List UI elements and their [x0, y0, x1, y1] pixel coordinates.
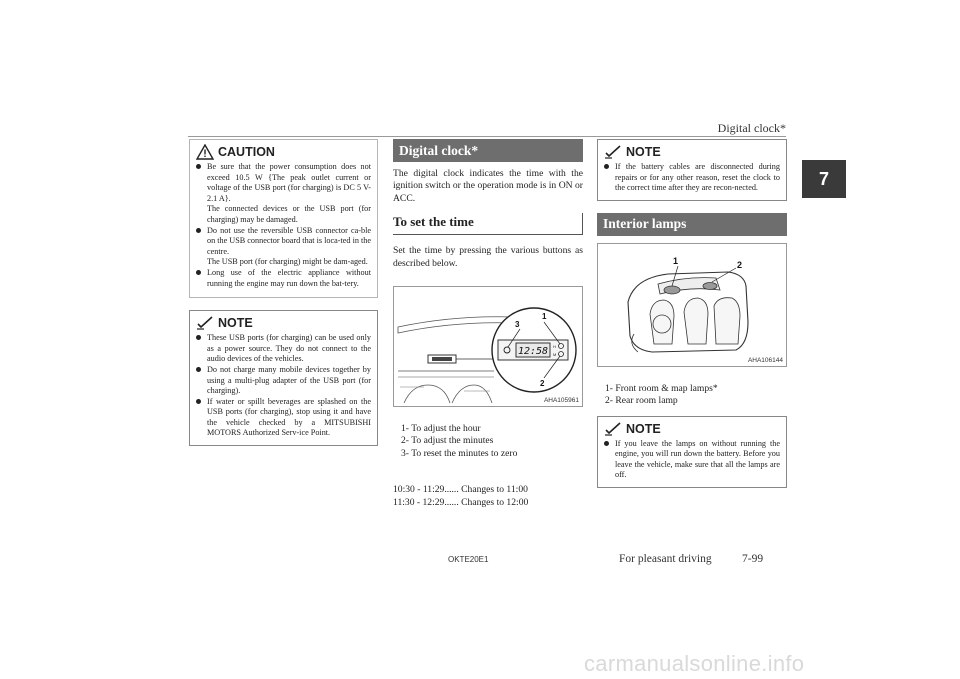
clock-legend: [393, 423, 583, 460]
note-box-usb: [189, 310, 378, 446]
watermark: carmanualsonline.info: [584, 651, 805, 676]
note-box-battery: [597, 139, 787, 201]
warning-triangle-icon: [196, 144, 214, 160]
note-title: NOTE: [604, 144, 780, 160]
note-list: [196, 333, 371, 439]
clock-intro: The digital clock indicates the time with the ignition switch or the operation mode is in ON or ACC.: [393, 168, 583, 204]
subsection-heading-set-time: To set the time: [393, 213, 583, 235]
callout-1: 1: [542, 312, 547, 322]
clock-figure: [393, 286, 583, 407]
note-title: NOTE: [196, 315, 371, 331]
note-list: [604, 439, 780, 481]
column-left: [189, 139, 378, 446]
callout-2: 2: [540, 379, 545, 389]
note-list: [604, 162, 780, 194]
list-item: If you leave the lamps on without running the engine, you will run down the battery. Before you leave the vehicle, make sure that all the lamps are off.: [604, 439, 780, 481]
callout-1: 1: [673, 255, 679, 266]
list-item: 1- Front room & map lamps*: [605, 382, 718, 394]
footer-section-title: For pleasant driving: [619, 553, 712, 565]
svg-text:M: M: [553, 352, 557, 358]
list-item: Do not charge many mobile devices together by using a multi-plug adapter of the USB port (for charging).: [196, 365, 371, 397]
callout-3: 3: [515, 320, 520, 330]
list-item: 1- To adjust the hour: [401, 423, 481, 435]
list-item: 2- Rear room lamp: [605, 395, 678, 407]
clock-illustration: [394, 287, 582, 406]
list-item: These USB ports (for charging) can be used only as a power source. They do not connect to the audio devices of the vehicles.: [196, 333, 371, 365]
list-item: If water or spillt beverages are splashed on the USB ports (for charging), stop using it and have the vehicle checked by a MITSUBISHI MOTORS Authorized Serv-ice Point.: [196, 397, 371, 439]
lamps-illustration: [598, 244, 786, 366]
caution-box: [189, 139, 378, 298]
list-item: Long use of the electric appliance without running the engine may run down the bat-tery.: [196, 268, 371, 289]
document-code: OKTE20E1: [448, 555, 489, 564]
list-item: Be sure that the power consumption does not exceed 10.5 W {The peak outlet current or voltage of the USB port (for charging) is DC 5 V-2.1 A}. The connected devices or the USB port (for charging) may be damaged.: [196, 162, 371, 226]
caution-title: [196, 144, 371, 160]
section-heading-interior-lamps: Interior lamps: [597, 213, 787, 236]
callout-2: 2: [737, 259, 743, 270]
clock-reset-rules: [393, 484, 583, 509]
list-item: 11:30 - 12:29...... Changes to 12:00: [393, 496, 529, 508]
note-pencil-icon: [604, 144, 622, 160]
list-item: 3- To reset the minutes to zero: [401, 447, 518, 459]
clock-display-time: 12:58: [517, 346, 549, 358]
note-box-lamps: [597, 416, 787, 488]
column-right: [597, 139, 787, 488]
page-header-title: Digital clock*: [717, 121, 786, 135]
figure-code: AHA106144: [747, 356, 783, 364]
page-number: 7-99: [742, 553, 764, 565]
figure-code: AHA105961: [543, 397, 579, 405]
header-rule: [188, 136, 786, 137]
lamps-figure: [597, 243, 787, 367]
column-middle: [393, 139, 583, 509]
set-time-text: Set the time by pressing the various buttons as described below.: [393, 245, 583, 269]
note-pencil-icon: [196, 315, 214, 331]
list-item: If the battery cables are disconnected during repairs or for any other reason, reset the clock to the correct time after they are recon-nected.: [604, 162, 780, 194]
chapter-tab: 7: [802, 160, 846, 198]
caution-list: [196, 162, 371, 289]
list-item: 10:30 - 11:29...... Changes to 11:00: [393, 484, 528, 496]
note-pencil-icon: [604, 421, 622, 437]
section-heading-digital-clock: Digital clock*: [393, 139, 583, 162]
lamps-legend: [597, 383, 787, 408]
list-item: 2- To adjust the minutes: [401, 435, 494, 447]
note-title: NOTE: [604, 421, 780, 437]
list-item: Do not use the reversible USB connector ca-ble on the USB connector board that is loca-ted in the centre. The USB port (for charging) might be dam-aged.: [196, 226, 371, 268]
caution-title-text: CAUTION: [218, 145, 275, 159]
svg-text:H: H: [553, 344, 556, 350]
